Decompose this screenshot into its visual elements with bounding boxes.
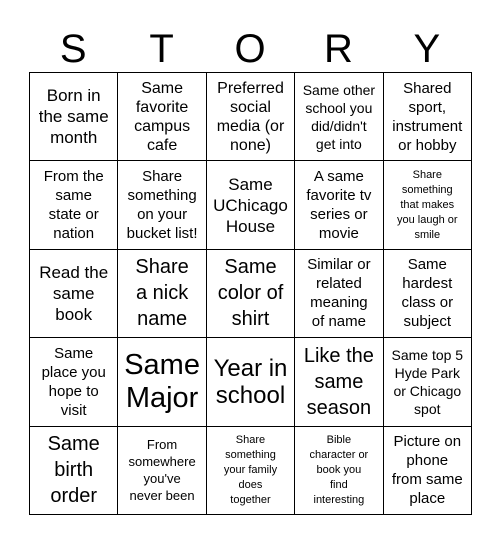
bingo-cell-text: Read the same book: [39, 262, 109, 324]
bingo-cell-text: Year in school: [213, 354, 288, 409]
header-letter-t: T: [149, 27, 174, 71]
bingo-cell-4-1[interactable]: [30, 338, 118, 426]
bingo-cell-text: Same hardest class or subject: [401, 256, 454, 331]
bingo-cell-5-3[interactable]: [207, 427, 295, 515]
bingo-cell-3-1[interactable]: [30, 250, 118, 338]
bingo-cell-2-2[interactable]: [118, 161, 206, 249]
bingo-cell-5-2[interactable]: [118, 427, 206, 515]
header-letter-s: S: [59, 27, 87, 71]
bingo-cell-3-4[interactable]: [295, 250, 383, 338]
bingo-cell-1-5[interactable]: [384, 73, 472, 161]
bingo-cell-text: Shared sport, instrument or hobby: [392, 79, 463, 154]
bingo-cell-text: A same favorite tv series or movie: [306, 168, 372, 243]
bingo-cell-text: Same place you hope to visit: [41, 344, 106, 419]
header-letter-o: O: [234, 27, 266, 71]
bingo-cell-text: Same favorite campus cafe: [134, 79, 191, 154]
bingo-cell-2-1[interactable]: [30, 161, 118, 249]
bingo-cell-4-4[interactable]: [295, 338, 383, 426]
bingo-cell-text: Share something your family does together: [223, 433, 278, 506]
bingo-cell-1-1[interactable]: [30, 73, 118, 161]
bingo-cell-5-5[interactable]: [384, 427, 472, 515]
bingo-cell-5-4[interactable]: [295, 427, 383, 515]
bingo-cell-text: Same color of shirt: [217, 256, 284, 331]
bingo-cell-3-5[interactable]: [384, 250, 472, 338]
bingo-cell-text: Same birth order: [47, 433, 100, 508]
bingo-cell-1-2[interactable]: [118, 73, 206, 161]
bingo-grid: [29, 72, 472, 515]
bingo-cell-text: Share a nick name: [135, 256, 189, 331]
bingo-cell-text: From somewhere you've never been: [128, 437, 196, 504]
bingo-cell-text: Share something on your bucket list!: [126, 168, 198, 243]
bingo-cell-text: Preferred social media (or none): [216, 79, 285, 154]
bingo-cell-4-3[interactable]: [207, 338, 295, 426]
bingo-cell-5-1[interactable]: [30, 427, 118, 515]
bingo-cell-text: Born in the same month: [38, 86, 109, 148]
bingo-cell-text: Same UChicago House: [213, 174, 288, 236]
header-letter-y: Y: [413, 27, 441, 71]
bingo-cell-4-5[interactable]: [384, 338, 472, 426]
bingo-cell-text: Same other school you did/didn't get into: [302, 81, 376, 152]
bingo-cell-4-2[interactable]: [118, 338, 206, 426]
bingo-cell-2-5[interactable]: [384, 161, 472, 249]
bingo-cell-text: From the same state or nation: [43, 168, 104, 243]
bingo-cell-1-4[interactable]: [295, 73, 383, 161]
bingo-cell-text: Picture on phone from same place: [391, 433, 463, 508]
bingo-cell-2-3[interactable]: [207, 161, 295, 249]
bingo-header: [29, 24, 471, 74]
bingo-cell-3-3[interactable]: [207, 250, 295, 338]
bingo-cell-text: Same top 5 Hyde Park or Chicago spot: [391, 346, 464, 417]
bingo-cell-1-3[interactable]: [207, 73, 295, 161]
bingo-cell-3-2[interactable]: [118, 250, 206, 338]
bingo-cell-text: Bible character or book you find interesting: [309, 433, 369, 506]
bingo-cell-2-4[interactable]: [295, 161, 383, 249]
bingo-cell-text: Similar or related meaning of name: [307, 256, 371, 331]
header-letter-r: R: [323, 27, 353, 71]
bingo-cell-text: Like the same season: [303, 344, 374, 419]
bingo-cell-text: Same Major: [124, 348, 200, 414]
bingo-cell-text: Share something that makes you laugh or smile: [397, 168, 458, 241]
